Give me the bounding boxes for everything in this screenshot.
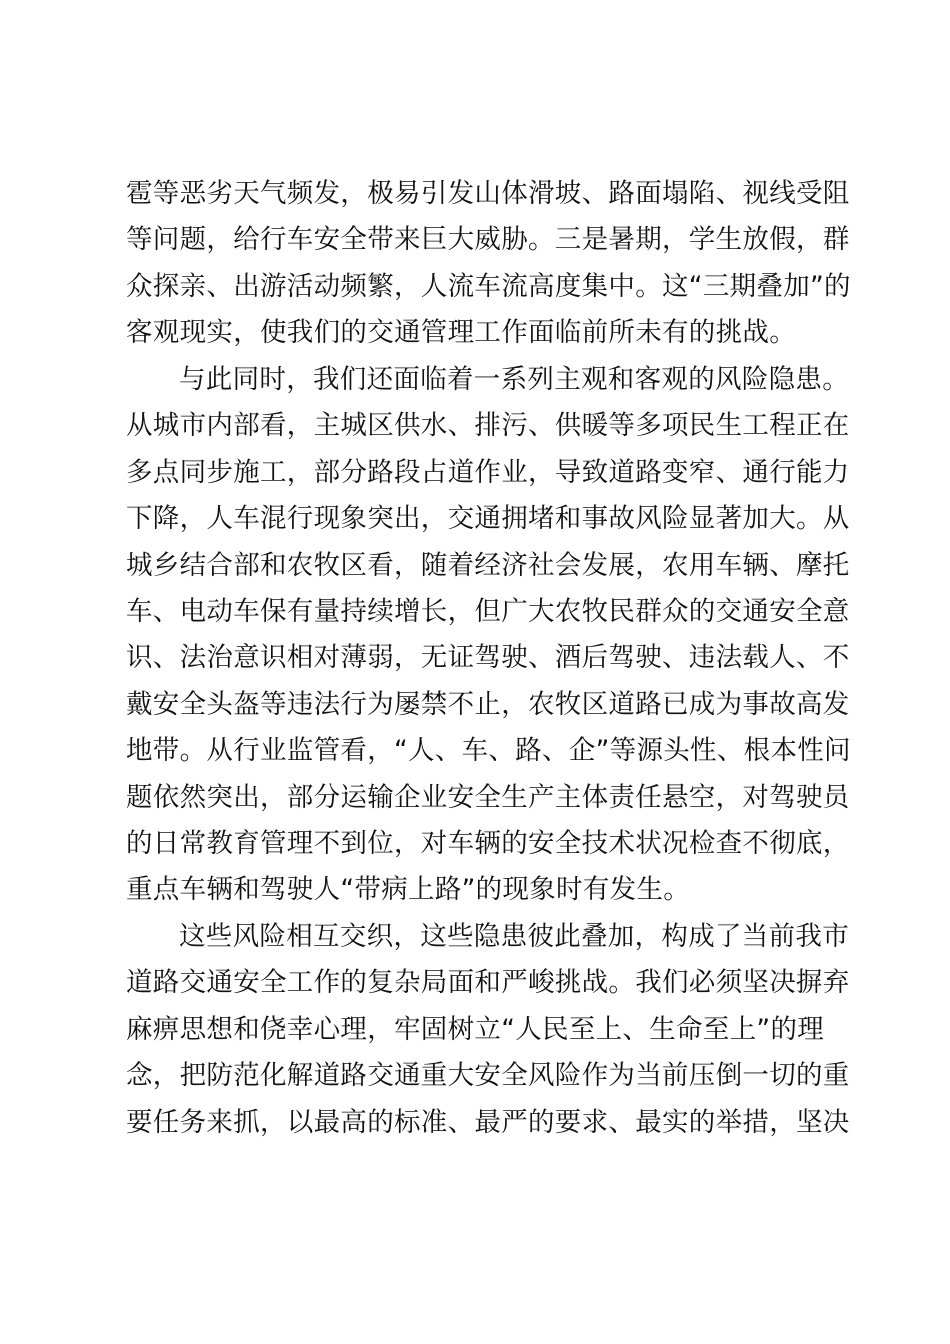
text-line: 重点车辆和驾驶人“带病上路”的现象时有发生。 xyxy=(126,874,691,906)
paragraph-1 xyxy=(126,171,851,357)
text-line: 从城市内部看，主城区供水、排污、供暖等多项民生工程正在 xyxy=(126,410,850,442)
text-line: 题依然突出，部分运输企业安全生产主体责任悬空，对驾驶员 xyxy=(126,781,850,813)
text-line: 的日常教育管理不到位，对车辆的安全技术状况检查不彻底， xyxy=(126,827,850,859)
text-line: 念，把防范化解道路交通重大安全风险作为当前压倒一切的重 xyxy=(126,1060,850,1092)
text-line: 客观现实，使我们的交通管理工作面临前所未有的挑战。 xyxy=(126,317,796,349)
text-line: 下降，人车混行现象突出，交通拥堵和事故风险显著加大。从 xyxy=(126,503,850,535)
text-line: 与此同时，我们还面临着一系列主观和客观的风险隐患。 xyxy=(179,364,849,395)
text-line: 车、电动车保有量持续增长，但广大农牧民群众的交通安全意 xyxy=(126,595,850,627)
text-line: 等问题，给行车安全带来巨大威胁。三是暑期，学生放假，群 xyxy=(126,224,850,256)
text-line: 麻痹思想和侥幸心理，牢固树立“人民至上、生命至上”的理 xyxy=(126,1013,825,1045)
text-line: 道路交通安全工作的复杂局面和严峻挑战。我们必须坚决摒弃 xyxy=(126,967,850,999)
paragraph-2 xyxy=(126,357,851,914)
text-line: 城乡结合部和农牧区看，随着经济社会发展，农用车辆、摩托 xyxy=(126,549,850,581)
text-line: 戴安全头盔等违法行为屡禁不止，农牧区道路已成为事故高发 xyxy=(126,688,850,720)
text-line: 要任务来抓，以最高的标准、最严的要求、最实的举措，坚决 xyxy=(126,1106,850,1138)
text-line: 识、法治意识相对薄弱，无证驾驶、酒后驾驶、违法载人、不 xyxy=(126,642,850,674)
text-line: 雹等恶劣天气频发，极易引发山体滑坡、路面塌陷、视线受阻 xyxy=(126,178,850,209)
text-line: 这些风险相互交织，这些隐患彼此叠加，构成了当前我市 xyxy=(179,921,849,952)
paragraph-3 xyxy=(126,914,850,1146)
text-line: 多点同步施工，部分路段占道作业，导致道路变窄、通行能力 xyxy=(126,456,850,488)
text-line: 众探亲、出游活动频繁，人流车流高度集中。这“三期叠加”的 xyxy=(126,270,851,302)
text-line: 地带。从行业监管看，“人、车、路、企”等源头性、根本性问 xyxy=(126,735,851,767)
